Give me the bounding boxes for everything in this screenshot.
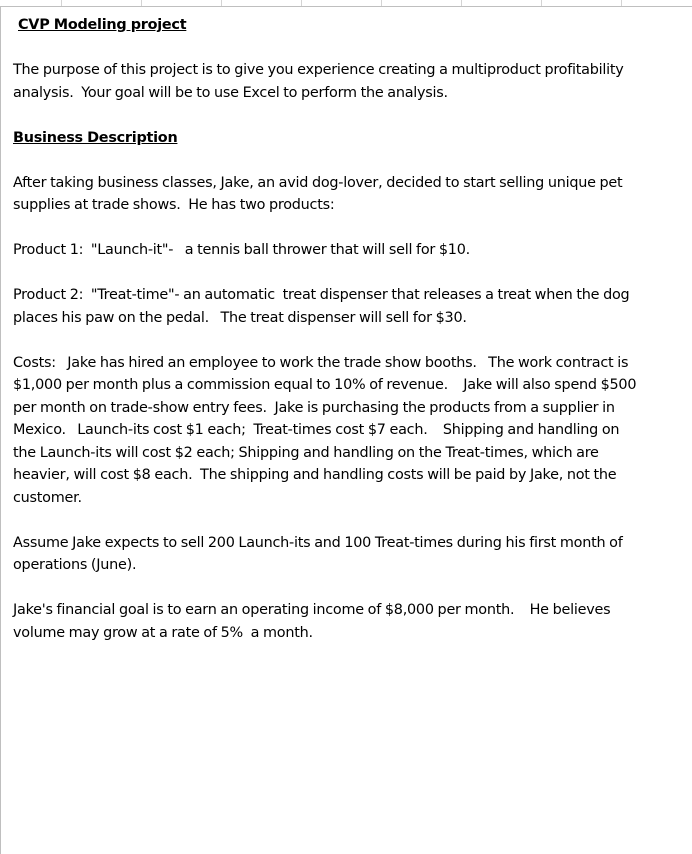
column-gridline <box>301 0 302 6</box>
text-line: operations (June). <box>13 557 137 573</box>
sheet-left-border <box>0 6 1 854</box>
text-line: heavier, will cost $8 each. The shipping and handling costs will be paid by Jake, not the <box>13 467 617 483</box>
text-line: Assume Jake expects to sell 200 Launch-its and 100 Treat-times during his first month of <box>13 534 623 551</box>
column-gridline <box>541 0 542 6</box>
document-title: CVP Modeling project <box>18 17 187 33</box>
text-line: supplies at trade shows. He has two products: <box>13 197 335 213</box>
column-gridline <box>221 0 222 6</box>
text-line: Costs: Jake has hired an employee to work the trade show booths. The work contract is <box>13 354 629 371</box>
text-line: the Launch-its will cost $2 each; Shipping and handling on the Treat-times, which are <box>13 444 599 461</box>
column-gridline <box>461 0 462 6</box>
text-line: places his paw on the pedal. The treat dispenser will sell for $30. <box>13 309 467 326</box>
text-line: After taking business classes, Jake, an avid dog-lover, decided to start selling unique pet <box>13 174 623 191</box>
text-line: per month on trade-show entry fees. Jake is purchasing the products from a supplier in <box>13 399 615 416</box>
product-1-paragraph <box>13 239 689 262</box>
costs-paragraph <box>13 352 689 510</box>
sheet-top-border <box>0 6 692 7</box>
text-line: The purpose of this project is to give you experience creating a multiproduct profitability <box>13 62 624 78</box>
column-gridline <box>61 0 62 6</box>
assumption-paragraph <box>13 532 689 577</box>
text-line: analysis. Your goal will be to use Excel to perform the analysis. <box>13 84 448 101</box>
text-line: Product 1: "Launch-it"- a tennis ball thrower that will sell for $10. <box>13 242 470 258</box>
text-line: customer. <box>13 489 82 506</box>
column-gridline <box>621 0 622 6</box>
column-gridline <box>141 0 142 6</box>
text-box[interactable] <box>13 14 689 667</box>
column-gridline <box>381 0 382 6</box>
business-description-heading: Business Description <box>13 129 178 146</box>
text-line: Jake's financial goal is to earn an operating income of $8,000 per month. He believes <box>13 602 611 618</box>
text-line: Product 2: "Treat-time"- an automatic treat dispenser that releases a treat when the dog <box>13 287 630 303</box>
business-paragraph <box>13 172 689 217</box>
text-line: Mexico. Launch-its cost $1 each; Treat-times cost $7 each. Shipping and handling on <box>13 422 620 438</box>
product-2-paragraph <box>13 284 689 329</box>
text-line: $1,000 per month plus a commission equal to 10% of revenue. Jake will also spend $500 <box>13 377 637 393</box>
text-line: volume may grow at a rate of 5% a month. <box>13 624 313 641</box>
intro-paragraph <box>13 59 689 104</box>
goal-paragraph <box>13 599 689 644</box>
